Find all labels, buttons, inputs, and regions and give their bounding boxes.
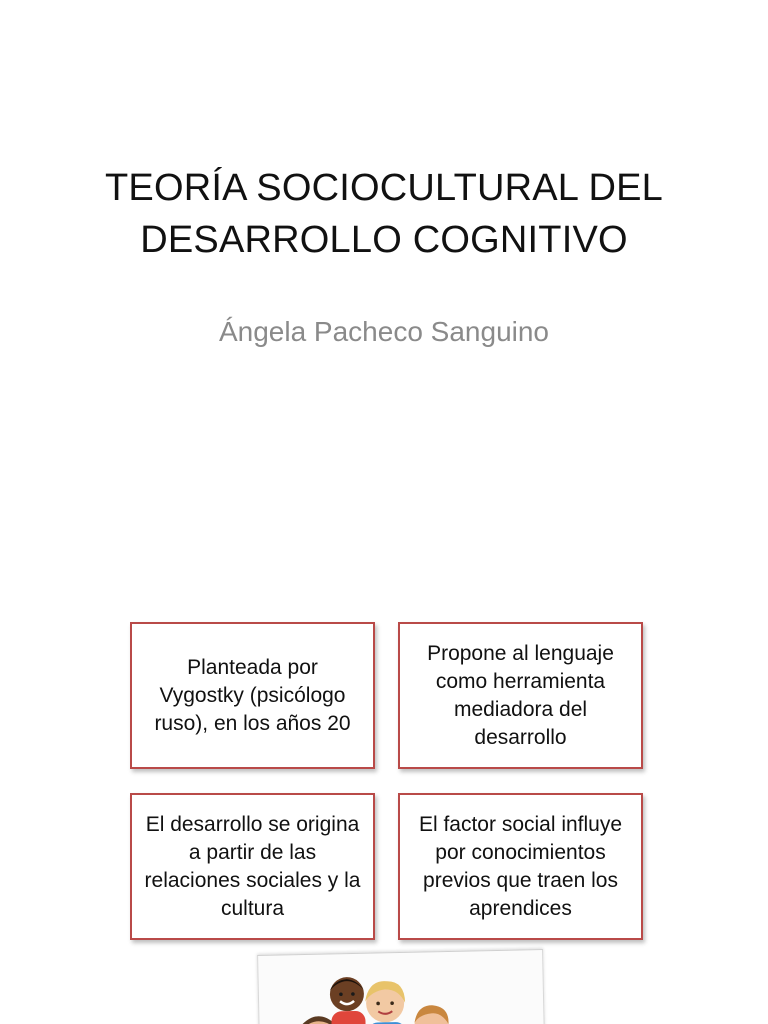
info-box-language [398, 622, 643, 769]
slide-subtitle: Ángela Pacheco Sanguino [218, 316, 550, 347]
children-illustration [258, 950, 544, 1024]
info-box-origin [130, 622, 375, 769]
info-box-development [130, 793, 375, 940]
child-shirt [331, 1011, 366, 1024]
info-box-text: El factor social influye por conocimientos previos que traen los aprendices [418, 812, 623, 920]
child-face [330, 977, 365, 1012]
info-box-social-factor [398, 793, 643, 940]
slide-title [40, 162, 728, 266]
info-box-text: Planteada por Vygostky (psicólogo ruso), en los años 20 [154, 655, 351, 735]
info-box-text: El desarrollo se origina a partir de las relaciones sociales y la cultura [144, 812, 361, 920]
title-line-2: DESARROLLO COGNITIVO [140, 219, 628, 261]
children-photo [257, 949, 545, 1024]
info-box-text: Propone al lenguaje como herramienta mediadora del desarrollo [427, 641, 614, 749]
title-line-1: TEORÍA SOCIOCULTURAL DEL [104, 167, 664, 209]
